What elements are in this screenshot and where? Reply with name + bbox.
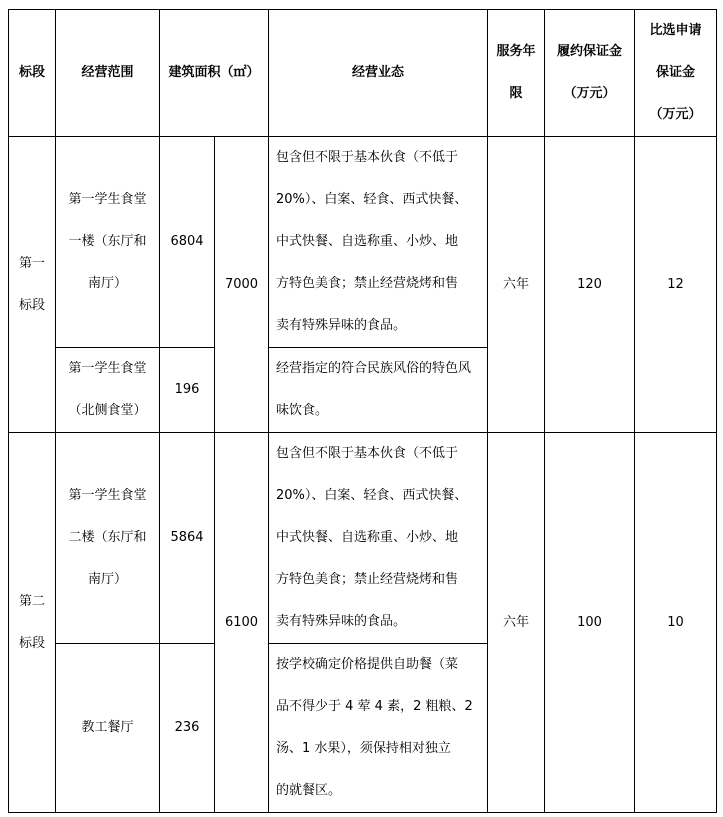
area-cell: 6804	[160, 137, 215, 348]
business-cell: 包含但不限于基本伙食（不低于 20%）、白案、轻食、西式快餐、 中式快餐、自选称重、小炒、地 方特色美食；禁止经营烧烤和售 卖有特殊异味的食品。	[269, 433, 488, 644]
performance-bond-cell: 120	[545, 137, 635, 433]
scope-cell: 教工餐厅	[56, 644, 160, 813]
performance-bond-cell: 100	[545, 433, 635, 813]
section-label: 第一 标段	[9, 137, 56, 433]
bid-bond-cell: 12	[635, 137, 717, 433]
area-cell: 5864	[160, 433, 215, 644]
section-label: 第二 标段	[9, 433, 56, 813]
business-cell: 包含但不限于基本伙食（不低于 20%）、白案、轻食、西式快餐、 中式快餐、自选称重、小炒、地 方特色美食；禁止经营烧烤和售 卖有特殊异味的食品。	[269, 137, 488, 348]
total-area-cell: 6100	[215, 433, 269, 813]
header-bid-bond: 比选申请 保证金 （万元）	[635, 10, 717, 137]
header-performance-bond: 履约保证金 （万元）	[545, 10, 635, 137]
scope-cell: 第一学生食堂 一楼（东厅和 南厅）	[56, 137, 160, 348]
business-cell: 经营指定的符合民族风俗的特色风 味饮食。	[269, 348, 488, 433]
header-business: 经营业态	[269, 10, 488, 137]
total-area-cell: 7000	[215, 137, 269, 433]
service-period-cell: 六年	[488, 433, 545, 813]
bid-bond-cell: 10	[635, 433, 717, 813]
header-section: 标段	[9, 10, 56, 137]
area-cell: 236	[160, 644, 215, 813]
business-cell: 按学校确定价格提供自助餐（菜 品不得少于 4 荤 4 素，2 粗粮、2 汤、1 水果），须保持相对独立 的就餐区。	[269, 644, 488, 813]
header-scope: 经营范围	[56, 10, 160, 137]
table-row	[9, 433, 717, 644]
header-area: 建筑面积（㎡）	[160, 10, 269, 137]
scope-cell: 第一学生食堂 （北侧食堂）	[56, 348, 160, 433]
table-row	[9, 137, 717, 348]
service-period-cell: 六年	[488, 137, 545, 433]
header-service-period: 服务年 限	[488, 10, 545, 137]
header-row	[9, 10, 717, 137]
scope-cell: 第一学生食堂 二楼（东厅和 南厅）	[56, 433, 160, 644]
area-cell: 196	[160, 348, 215, 433]
bid-sections-table	[8, 9, 717, 813]
